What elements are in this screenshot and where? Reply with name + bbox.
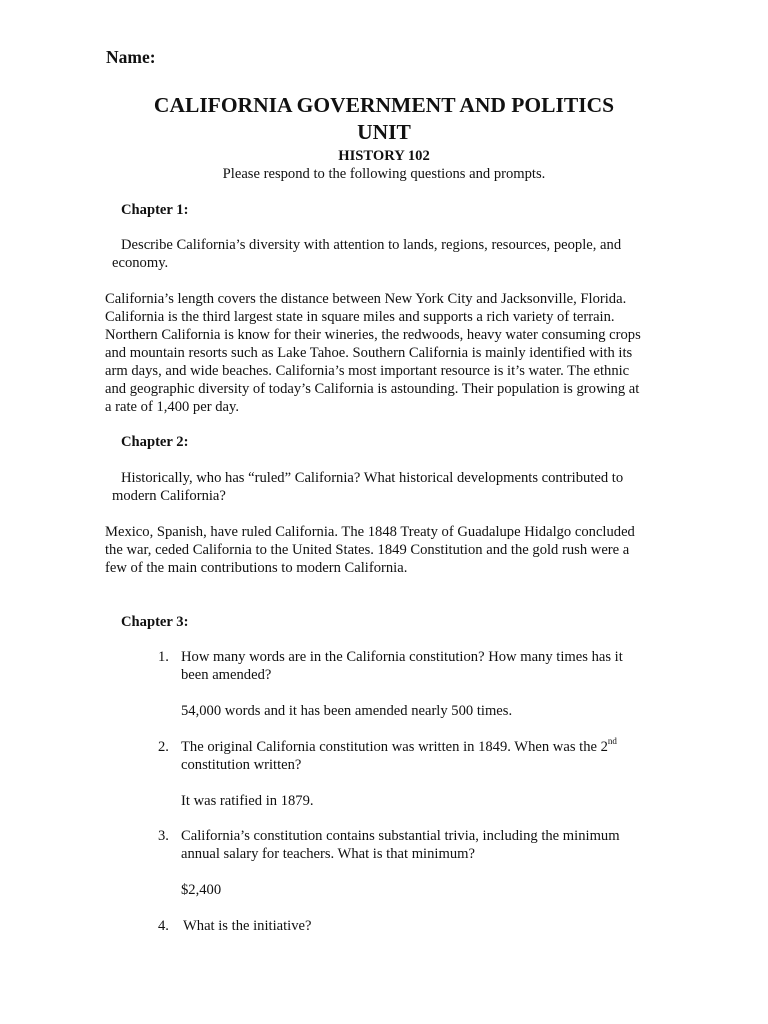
page-title-line-1: CALIFORNIA GOVERNMENT AND POLITICS: [153, 93, 615, 117]
chapter-2-prompt-line-2: modern California?: [112, 488, 226, 504]
question-1-line-1: How many words are in the California constitution? How many times has it: [181, 649, 623, 665]
question-2-line-2: constitution written?: [181, 757, 302, 773]
question-3-line-1: California’s constitution contains substantial trivia, including the minimum: [181, 828, 620, 844]
chapter-1-answer-line: Northern California is know for their wineries, the redwoods, heavy water consuming crops: [105, 327, 641, 343]
question-2-number: 2.: [158, 739, 169, 755]
course-label: HISTORY 102: [338, 148, 430, 164]
chapter-1-answer-line: California is the third largest state in square miles and supports a rich variety of terrain.: [105, 309, 615, 325]
chapter-3-heading: Chapter 3:: [121, 614, 189, 630]
question-3-line-2: annual salary for teachers. What is that minimum?: [181, 846, 475, 862]
chapter-1-prompt-line-2: economy.: [112, 255, 169, 271]
chapter-1-answer-line: and mountain resorts such as Lake Tahoe. Southern California is mainly identified with its: [105, 345, 633, 361]
question-2-line-1-text: The original California constitution was written in 1849. When was the 2: [181, 739, 608, 755]
chapter-1-heading: Chapter 1:: [121, 202, 189, 218]
chapter-1-answer-line: a rate of 1,400 per day.: [105, 399, 239, 415]
question-1-line-2: been amended?: [181, 667, 272, 683]
question-2-line-1: [181, 738, 661, 756]
chapter-1-answer-line: arm days, and wide beaches. California’s most important resource is it’s water. The ethnic: [105, 363, 630, 379]
question-1-answer: 54,000 words and it has been amended nearly 500 times.: [181, 703, 513, 719]
page-title-line-2: UNIT: [357, 120, 411, 144]
question-1-number: 1.: [158, 649, 169, 665]
chapter-2-answer-line: the war, ceded California to the United States. 1849 Constitution and the gold rush were a: [105, 542, 630, 558]
question-3-answer: $2,400: [181, 882, 222, 898]
chapter-2-answer-line: few of the main contributions to modern California.: [105, 560, 408, 576]
question-4-number: 4.: [158, 918, 169, 934]
question-4-line-1: What is the initiative?: [183, 918, 312, 934]
chapter-1-answer-line: and geographic diversity of today’s California is astounding. Their population is growing at: [105, 381, 640, 397]
chapter-2-answer-line: Mexico, Spanish, have ruled California. The 1848 Treaty of Guadalupe Hidalgo concluded: [105, 524, 635, 540]
chapter-1-answer-line: California’s length covers the distance between New York City and Jacksonville, Florida.: [105, 291, 627, 307]
instructions-text: Please respond to the following questions and prompts.: [222, 166, 546, 182]
chapter-2-prompt-line-1: Historically, who has “ruled” California? What historical developments contributed to: [121, 470, 624, 486]
name-label: Name:: [106, 47, 156, 67]
question-2-answer: It was ratified in 1879.: [181, 793, 314, 809]
chapter-1-prompt-line-1: Describe California’s diversity with attention to lands, regions, resources, people, and: [121, 237, 622, 253]
ordinal-superscript: nd: [607, 736, 617, 747]
chapter-2-heading: Chapter 2:: [121, 434, 189, 450]
question-3-number: 3.: [158, 828, 169, 844]
